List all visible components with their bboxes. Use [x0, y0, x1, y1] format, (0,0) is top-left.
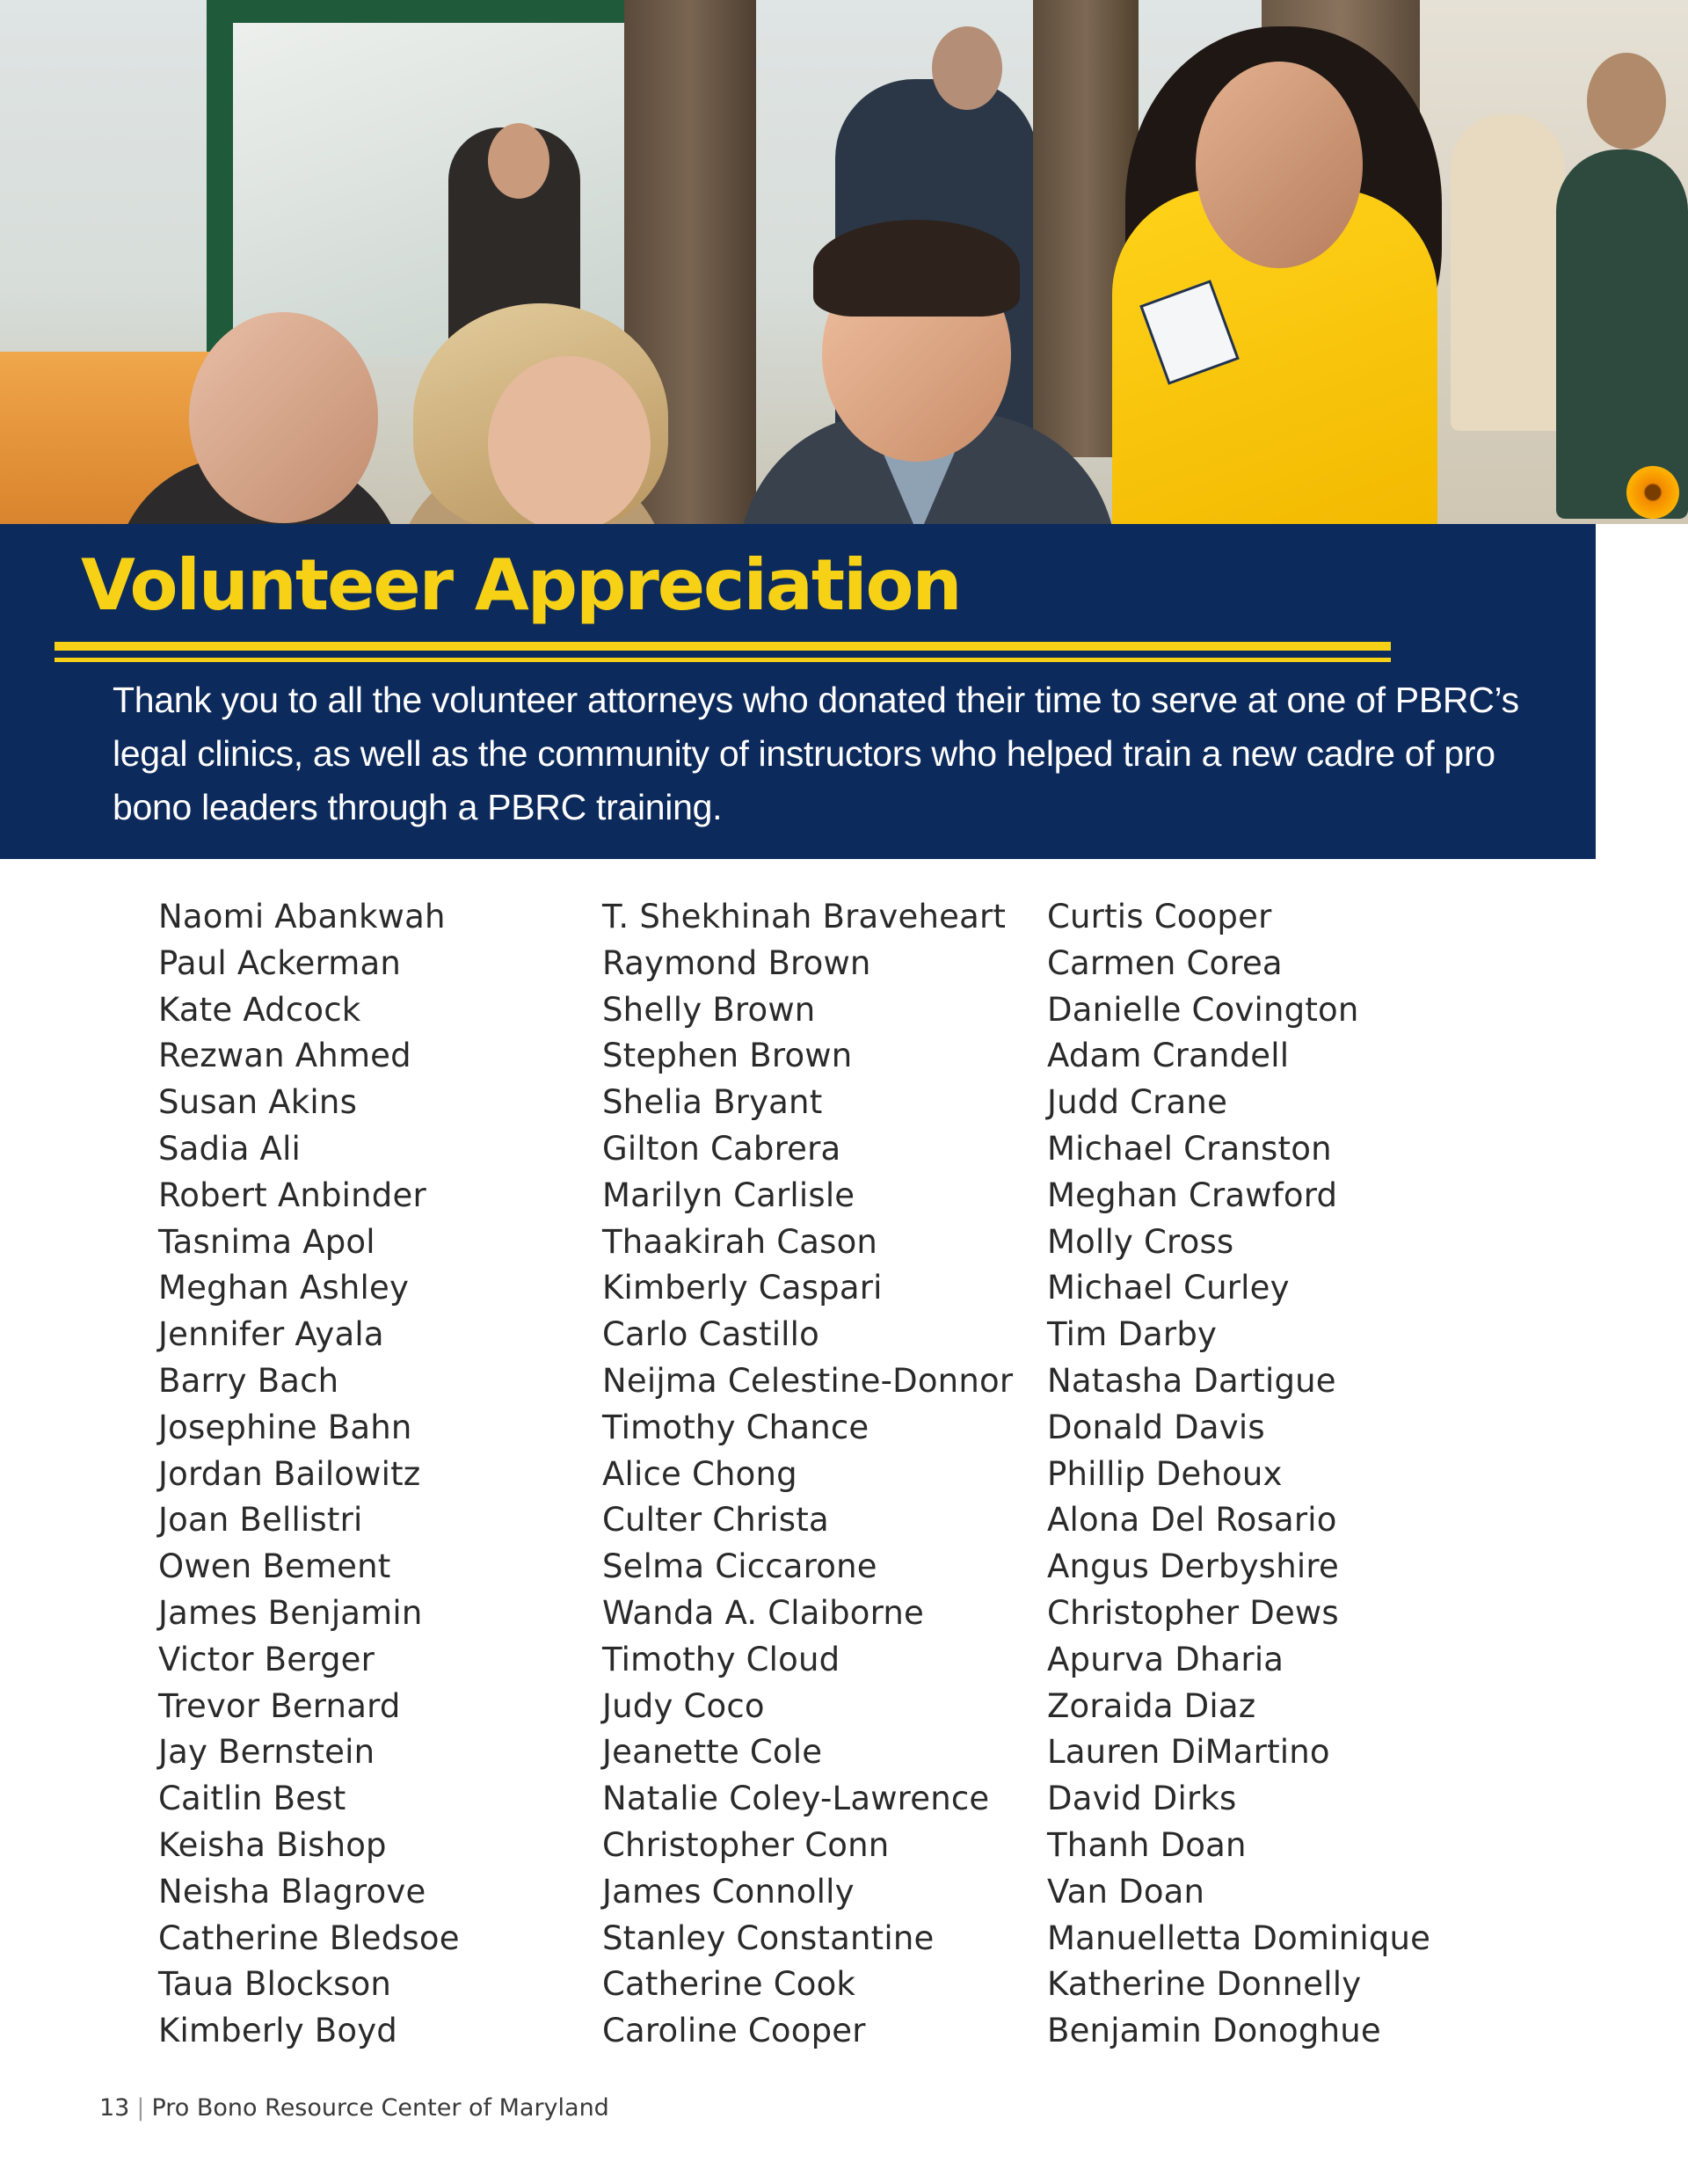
volunteer-name: Caitlin Best [158, 1780, 346, 1818]
volunteer-name: Kimberly Caspari [602, 1269, 883, 1307]
volunteer-name: Jordan Bailowitz [158, 1454, 421, 1493]
footer-org-name: Pro Bono Resource Center of Maryland [151, 2094, 609, 2122]
volunteer-name: Curtis Cooper [1047, 898, 1272, 935]
volunteer-name: Neijma Celestine-Donnor [602, 1361, 1014, 1400]
volunteer-name: Manuelletta Dominique [1047, 1918, 1431, 1957]
volunteer-name: James Connolly [602, 1872, 855, 1911]
hero-photo [0, 0, 1688, 524]
volunteer-name: Taua Blockson [158, 1965, 392, 2004]
volunteer-name: Michael Curley [1047, 1269, 1290, 1307]
volunteer-name: Christopher Dews [1047, 1593, 1339, 1632]
volunteer-name: Gilton Cabrera [602, 1129, 841, 1168]
volunteer-name: Raymond Brown [602, 943, 871, 982]
photo-laughing-woman-face [1196, 62, 1363, 268]
volunteer-name: Stanley Constantine [602, 1918, 935, 1957]
volunteer-name: Alona Del Rosario [1047, 1501, 1337, 1540]
volunteer-name: Carmen Corea [1047, 943, 1283, 982]
volunteer-name: Robert Anbinder [158, 1176, 426, 1214]
volunteer-name: Adam Crandell [1047, 1037, 1290, 1075]
photo-background-person [1451, 114, 1565, 431]
volunteer-name: Alice Chong [602, 1454, 797, 1493]
volunteer-name: Danielle Covington [1047, 990, 1359, 1029]
volunteer-name: Natalie Coley-Lawrence [602, 1780, 990, 1818]
page-footer [99, 2094, 609, 2122]
volunteer-name: Selma Ciccarone [602, 1547, 877, 1586]
page-title: Volunteer Appreciation [81, 544, 961, 626]
title-banner [0, 524, 1596, 859]
volunteer-name: Judy Coco [602, 1686, 765, 1725]
volunteer-name: Culter Christa [602, 1501, 829, 1540]
volunteer-name: Tim Darby [1047, 1315, 1218, 1354]
volunteer-name: Victor Berger [158, 1640, 375, 1678]
photo-seated-man-head [189, 312, 378, 523]
photo-background-person [1556, 149, 1688, 519]
volunteer-name: Owen Bement [158, 1547, 391, 1586]
volunteer-name: Angus Derbyshire [1047, 1547, 1339, 1586]
volunteer-name: Shelia Bryant [602, 1083, 823, 1122]
volunteer-name: Carlo Castillo [602, 1315, 819, 1354]
name-column-2 [602, 894, 1013, 2055]
name-column-1 [158, 894, 460, 2055]
volunteer-name: Jay Bernstein [158, 1733, 375, 1772]
photo-background-person-head [1587, 53, 1666, 149]
volunteer-name: Jennifer Ayala [158, 1315, 384, 1354]
volunteer-name: Susan Akins [158, 1083, 358, 1122]
photo-window-frame [207, 0, 233, 369]
volunteer-name: Caroline Cooper [602, 2012, 866, 2050]
volunteer-name: Timothy Chance [602, 1408, 869, 1446]
volunteer-name: Stephen Brown [602, 1037, 853, 1075]
volunteer-name: Rezwan Ahmed [158, 1037, 411, 1075]
photo-smiling-man-hair [813, 220, 1020, 317]
volunteer-name: Josephine Bahn [158, 1408, 412, 1446]
volunteer-name: Barry Bach [158, 1361, 339, 1400]
volunteer-name: Christopher Conn [602, 1825, 890, 1864]
volunteer-name: Catherine Cook [602, 1965, 856, 2004]
volunteer-name: T. Shekhinah Braveheart [602, 898, 1007, 935]
photo-seated-woman-face [488, 356, 651, 524]
volunteer-name: Phillip Dehoux [1047, 1454, 1283, 1493]
volunteer-name: Kimberly Boyd [158, 2012, 397, 2050]
volunteer-name: Apurva Dharia [1047, 1640, 1284, 1678]
title-rule [55, 642, 1391, 651]
photo-background-person-head [932, 26, 1002, 110]
volunteer-name: Donald Davis [1047, 1408, 1265, 1446]
volunteer-name: Shelly Brown [602, 990, 816, 1029]
volunteer-name: Keisha Bishop [158, 1825, 387, 1864]
volunteer-name: Natasha Dartigue [1047, 1361, 1336, 1400]
volunteer-name: Naomi Abankwah [158, 898, 446, 935]
name-column-3 [1047, 894, 1430, 2055]
volunteer-name: Neisha Blagrove [158, 1872, 426, 1911]
intro-text: Thank you to all the volunteer attorneys who donated their time to serve at one of PBRC’s legal clinics, as well as the community of instructors who helped train a new cadre of pro bono leaders through a PBRC training. [113, 680, 1519, 827]
volunteer-name: Sadia Ali [158, 1129, 302, 1168]
title-rule-thin [55, 658, 1391, 662]
volunteer-name: Paul Ackerman [158, 943, 402, 982]
volunteer-name: James Benjamin [158, 1593, 423, 1632]
volunteer-name: Catherine Bledsoe [158, 1918, 460, 1957]
volunteer-name: Benjamin Donoghue [1047, 2012, 1381, 2050]
footer-separator: | [136, 2094, 145, 2122]
page-number: 13 [99, 2094, 130, 2122]
volunteer-name: Kate Adcock [158, 990, 361, 1029]
volunteer-name: Timothy Cloud [602, 1640, 840, 1678]
volunteer-name: Meghan Crawford [1047, 1176, 1338, 1214]
volunteer-name: Tasnima Apol [158, 1222, 375, 1261]
volunteer-name: Meghan Ashley [158, 1269, 410, 1307]
volunteer-name: Molly Cross [1047, 1222, 1234, 1261]
volunteer-name: Van Doan [1047, 1872, 1205, 1911]
volunteer-name: Judd Crane [1047, 1083, 1228, 1122]
volunteer-name: Trevor Bernard [158, 1686, 401, 1725]
volunteer-name: Lauren DiMartino [1047, 1733, 1330, 1772]
photo-background-person-head [488, 123, 549, 199]
volunteer-name: Katherine Donnelly [1047, 1965, 1362, 2004]
volunteer-names [0, 894, 1688, 2055]
volunteer-name: Jeanette Cole [602, 1733, 823, 1772]
photo-flower [1626, 466, 1679, 519]
volunteer-name: Thaakirah Cason [602, 1222, 878, 1261]
photo-window-frame-top [207, 0, 629, 23]
volunteer-name: Michael Cranston [1047, 1129, 1332, 1168]
volunteer-name: David Dirks [1047, 1780, 1237, 1818]
volunteer-name: Thanh Doan [1047, 1825, 1247, 1864]
volunteer-name: Marilyn Carlisle [602, 1176, 855, 1214]
volunteer-name: Wanda A. Claiborne [602, 1593, 925, 1632]
volunteer-name: Zoraida Diaz [1047, 1686, 1256, 1725]
volunteer-name: Joan Bellistri [158, 1501, 363, 1540]
